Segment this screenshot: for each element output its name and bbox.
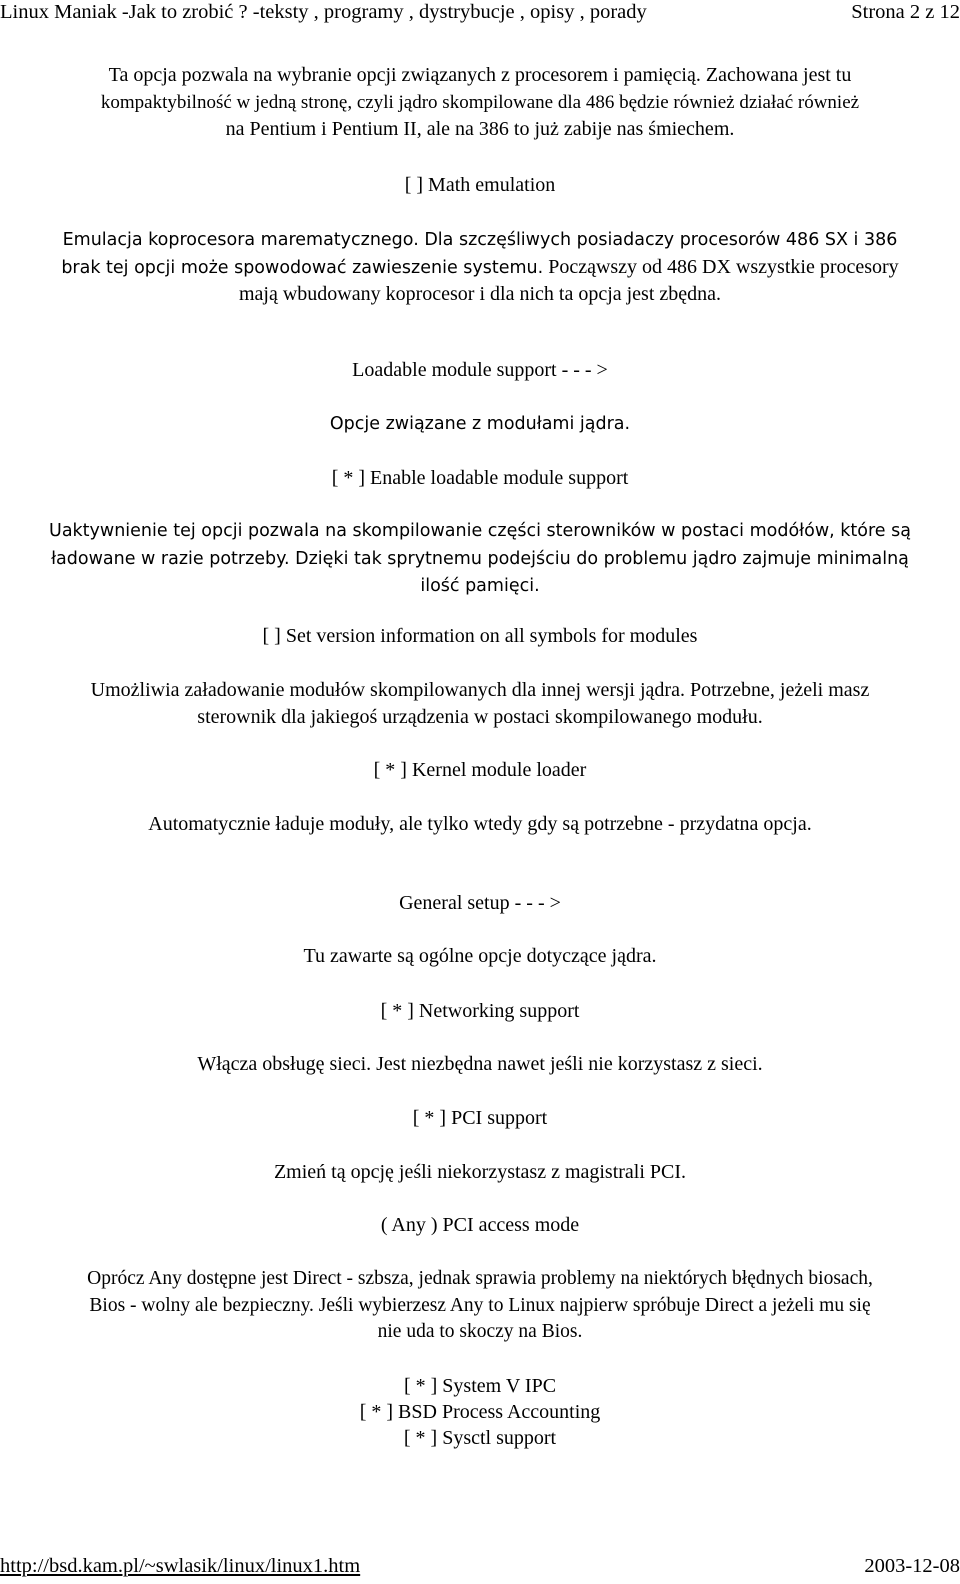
text-line: mają wbudowany koprocesor i dla nich ta opcja jest zbędna. — [238, 283, 722, 305]
option-math-emulation: [ ] Math emulation — [404, 174, 556, 196]
paragraph-pci: Zmień tą opcję jeśli niekorzystasz z magistrali PCI. — [273, 1161, 687, 1183]
option-pci-support: [ * ] PCI support — [412, 1107, 548, 1129]
paragraph-networking: Włącza obsługę sieci. Jest niezbędna nawet jeśli nie korzystasz z sieci. — [197, 1053, 763, 1075]
option-bsd-accounting: [ * ] BSD Process Accounting — [359, 1401, 601, 1423]
paragraph-processor — [0, 62, 960, 143]
paragraph-math-emulation: Emulacja koprocesora marematycznego. Dla szczęśliwych posiadaczy procesorów 486 SX i 386 brak tej opcji może spowodować zawieszenie systemu. Począwszy od 486 DX wszystkie procesory mają wbudowany koprocesor i dla nich ta opcja jest zbędna. — [61, 230, 899, 305]
text-line: ładowane w razie potrzeby. — [51, 548, 290, 569]
option-sysctl-support: [ * ] Sysctl support — [403, 1427, 557, 1449]
paragraph-pci-access — [0, 1266, 960, 1346]
paragraph-loadable: Opcje związane z modułami jądra. — [329, 414, 631, 434]
text-line: Umożliwia załadowanie modułów skompilowanych dla innej wersji jądra. Potrzebne, jeżeli masz — [90, 679, 870, 701]
page-footer — [0, 1554, 960, 1584]
text-line: brak tej opcji może spowodować zawieszenie systemu. — [61, 257, 544, 278]
paragraph-kernel-loader: Automatycznie ładuje moduły, ale tylko wtedy gdy są potrzebne - przydatna opcja. — [148, 813, 812, 835]
paragraph-enable-loadable: Uaktywnienie tej opcji pozwala na skompilowanie części sterowników w postaci modółów, które są ładowane w razie potrzeby. Dzięki tak sprytnemu podejściu do problemu jądro zajmuje minimalną ilość pamięci. — [49, 521, 911, 596]
text-line: na Pentium i Pentium II, ale na 386 to już zabije nas śmiechem. — [225, 118, 735, 140]
text-line: ilość pamięci. — [420, 576, 540, 596]
page-header — [0, 0, 960, 26]
option-pci-access-mode: ( Any ) PCI access mode — [380, 1214, 580, 1236]
text-line: Emulacja koprocesora marematycznego. — [62, 230, 419, 250]
option-kernel-module-loader: [ * ] Kernel module loader — [373, 759, 587, 781]
print-date: 2003-12-08 — [864, 1555, 960, 1577]
option-system-v-ipc: [ * ] System V IPC — [403, 1375, 557, 1397]
text-line: Ta opcja pozwala na wybranie opcji związanych z procesorem i pamięcią. Zachowana jest tu — [108, 64, 852, 86]
document-title: Linux Maniak -Jak to zrobić ? -teksty , programy , dystrybucje , opisy , porady — [0, 1, 647, 23]
option-networking-support: [ * ] Networking support — [380, 1000, 580, 1022]
paragraph-general: Tu zawarte są ogólne opcje dotyczące jądra. — [303, 945, 657, 967]
option-set-version: [ ] Set version information on all symbols for modules — [262, 625, 698, 647]
section-loadable-module-support: Loadable module support - - - > — [352, 359, 608, 381]
text-line: Oprócz Any dostępne jest Direct - szbsza, jednak sprawia problemy na niektórych błędnych biosach, — [87, 1268, 873, 1289]
text-line: Uaktywnienie tej opcji pozwala na skompilowanie części sterowników w postaci modółów, które są — [49, 521, 911, 541]
text-line: Bios - wolny ale bezpieczny. Jeśli wybierzesz Any to Linux najpierw spróbuje Direct a jeżeli mu się — [89, 1294, 871, 1316]
paragraph-set-version — [0, 677, 960, 730]
option-enable-loadable: [ * ] Enable loadable module support — [331, 467, 629, 489]
section-general-setup: General setup - - - > — [399, 892, 561, 914]
source-url-link[interactable]: http://bsd.kam.pl/~swlasik/linux/linux1.htm — [0, 1555, 361, 1577]
page-number: Strona 2 z 12 — [851, 1, 960, 23]
text-line: nie uda to skoczy na Bios. — [377, 1321, 583, 1342]
text-line: sterownik dla jakiegoś urządzenia w postaci skompilowanego modułu. — [197, 705, 763, 728]
text-line: kompaktybilność w jedną stronę, czyli jądro skompilowane dla 486 będzie również działać również — [100, 91, 860, 113]
